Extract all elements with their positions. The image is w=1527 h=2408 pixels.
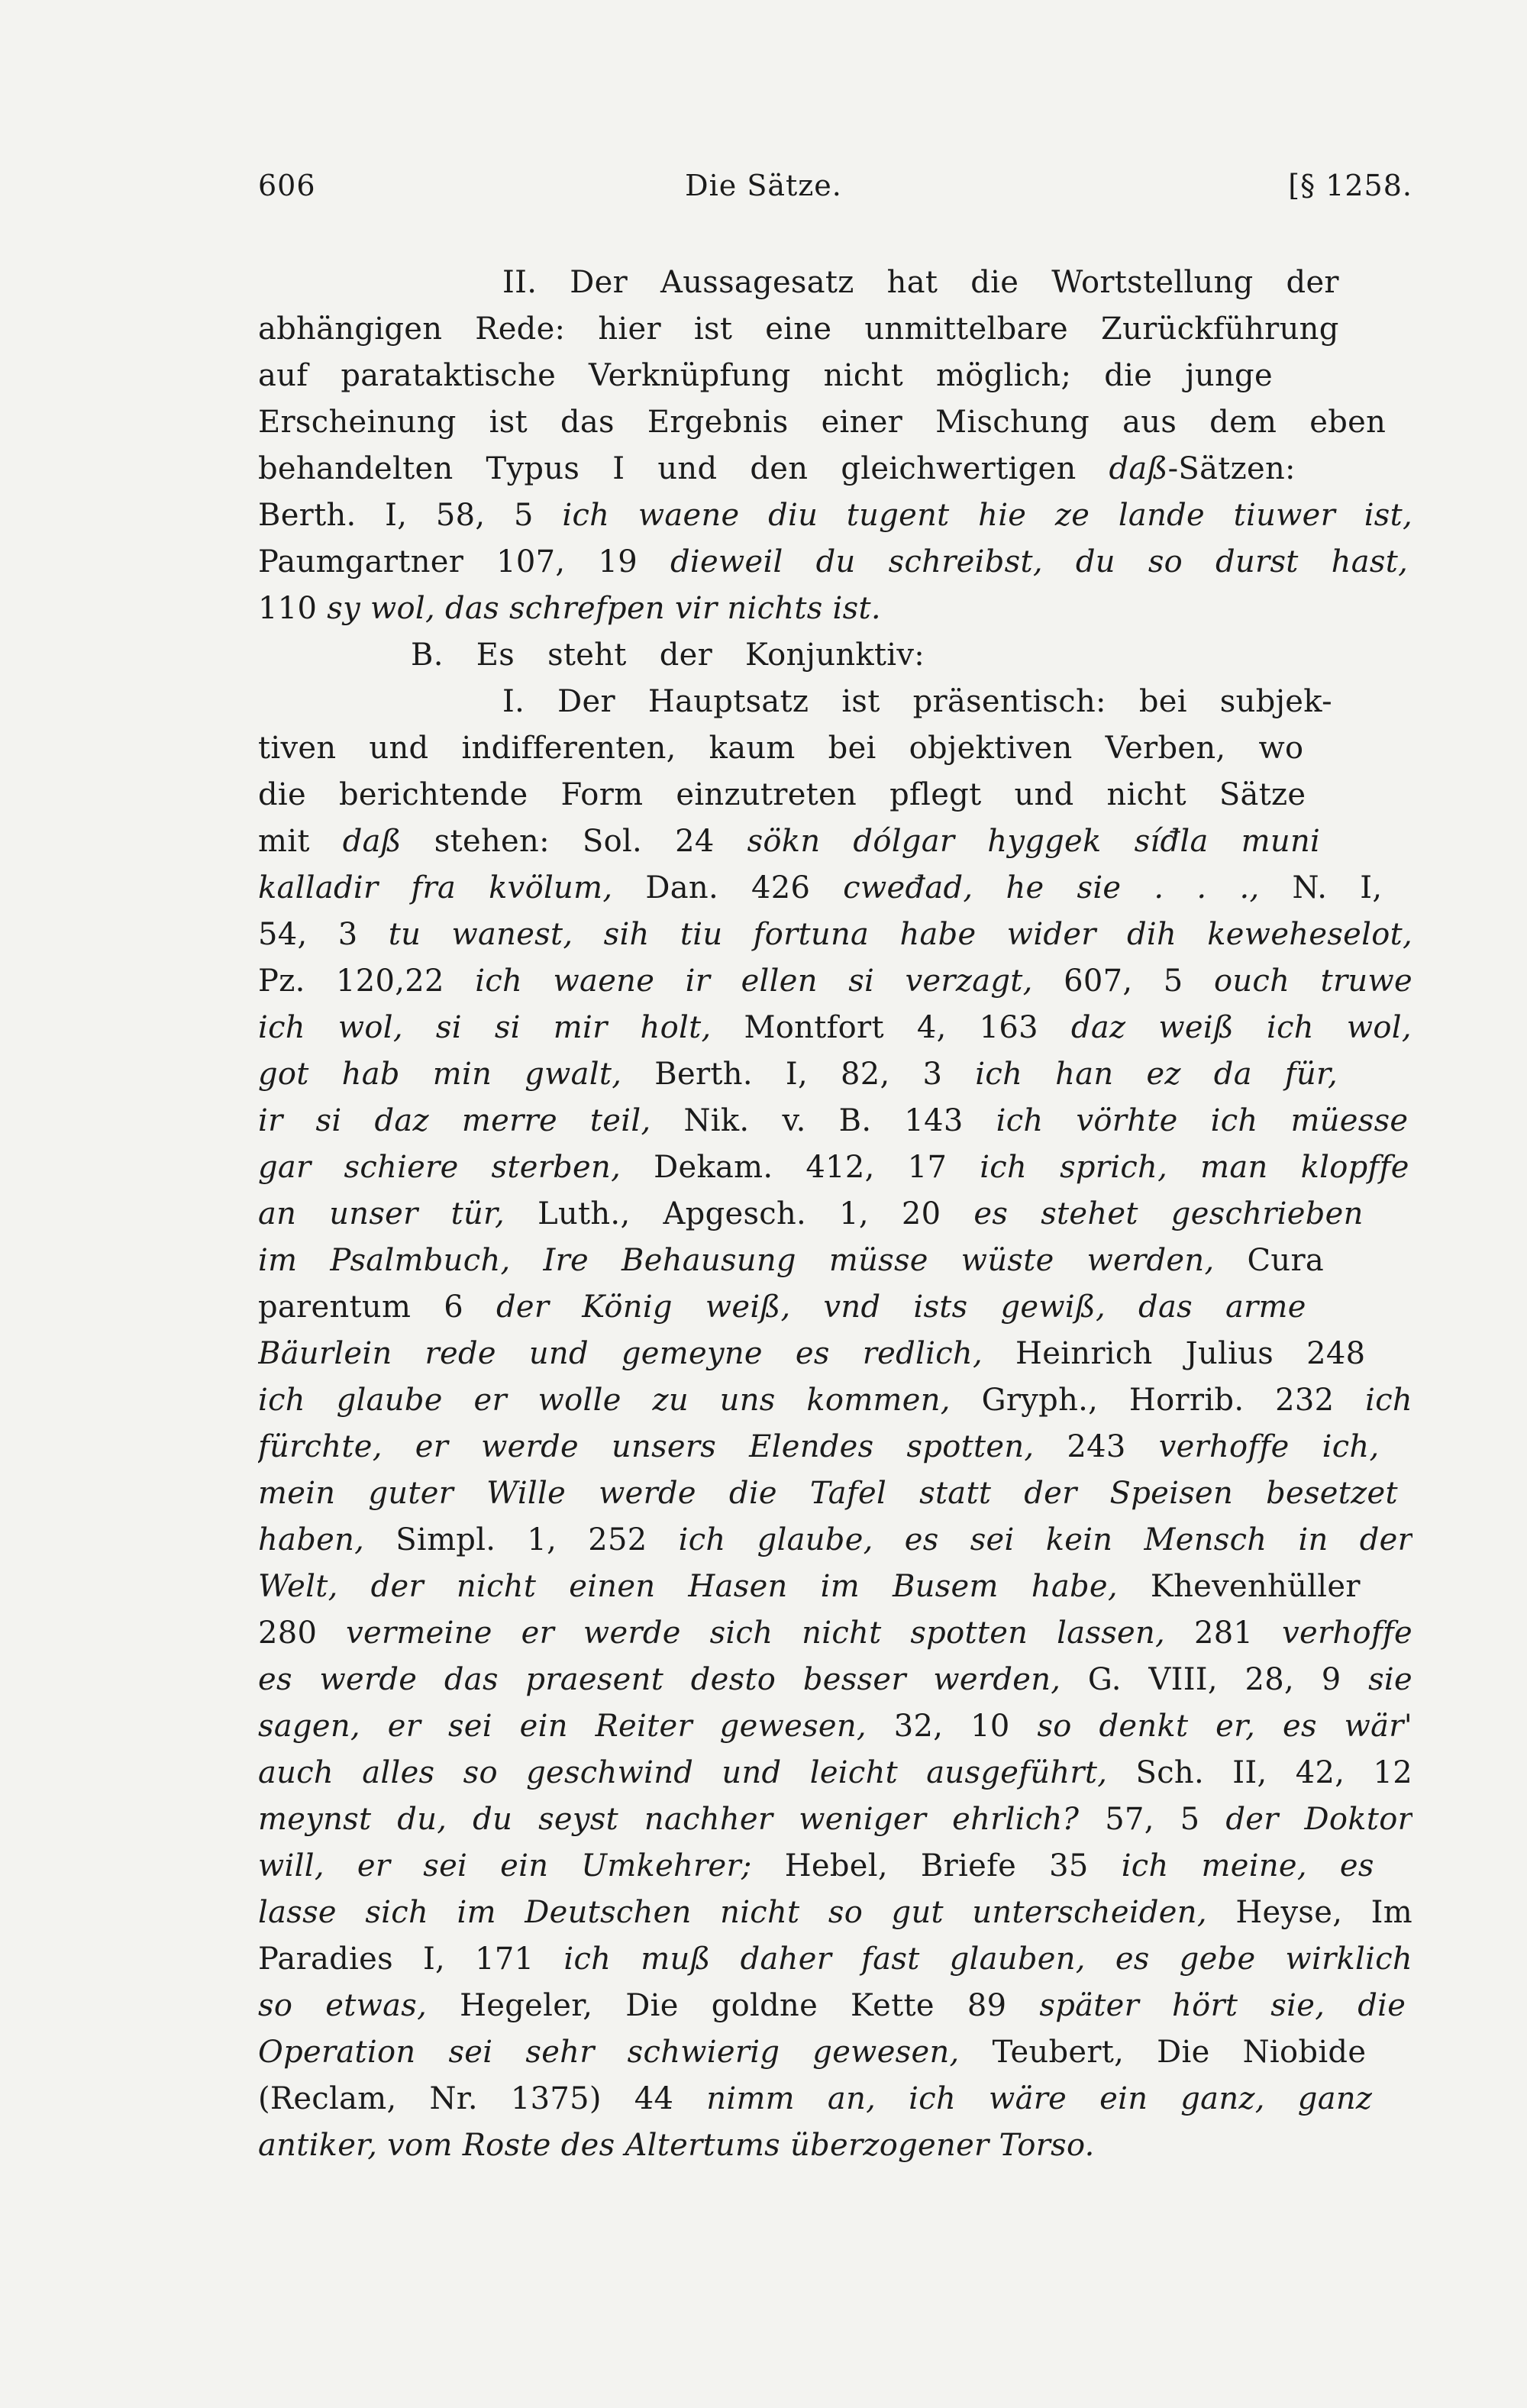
text-line (258, 725, 1412, 772)
line-content (258, 1243, 1324, 1278)
italic-citation: sie (1368, 1662, 1412, 1697)
text-line (258, 1796, 1412, 1843)
line-content (258, 1662, 1412, 1697)
line-segment: 57, 5 (1079, 1802, 1226, 1837)
line-content (258, 1522, 1412, 1557)
line-segment: Berth. I, 82, 3 (621, 1057, 976, 1092)
text-line (258, 1843, 1412, 1890)
line-content (258, 1476, 1398, 1511)
italic-citation: auch alles so geschwind und leicht ausgeführt, (258, 1755, 1108, 1790)
text-line (258, 772, 1412, 818)
italic-citation: ich wol, si si mir holt, (258, 1010, 712, 1045)
italic-citation: gar schiere sterben, (258, 1150, 621, 1185)
italic-citation: will, er sei ein Umkehrer; (258, 1848, 752, 1883)
italic-citation: ich vörhte ich müesse (996, 1103, 1409, 1138)
line-segment: stehen: Sol. 24 (401, 824, 747, 859)
line-content (258, 358, 1273, 393)
text-line (258, 1517, 1412, 1564)
line-segment: 607, 5 (1032, 964, 1214, 999)
text-line (258, 306, 1412, 353)
line-segment: parentum 6 (258, 1290, 496, 1325)
italic-citation: got hab min gwalt, (258, 1057, 622, 1092)
line-content (258, 1942, 1412, 1977)
text-line (258, 865, 1412, 912)
text-line (258, 586, 1412, 632)
line-content (258, 824, 1320, 859)
line-content (258, 1895, 1412, 1930)
italic-citation: vermeine er werde sich nicht spotten lassen, (346, 1616, 1166, 1651)
text-line (258, 1144, 1412, 1191)
italic-citation: daß (342, 824, 402, 859)
line-content (411, 638, 925, 673)
line-segment: Paumgartner 107, 19 (258, 544, 670, 579)
italic-citation: an unser tür, (258, 1196, 505, 1231)
line-segment: Gryph., Horrib. 232 (950, 1383, 1366, 1418)
italic-citation: so etwas, (258, 1988, 428, 2023)
line-segment: Hegeler, Die goldne Kette 89 (427, 1988, 1040, 2023)
line-segment: Paradies I, 171 (258, 1942, 564, 1977)
line-segment: 32, 10 (866, 1709, 1038, 1744)
italic-citation: der Doktor (1225, 1802, 1412, 1837)
line-segment: Pz. 120,22 (258, 964, 476, 999)
italic-citation: verhoffe (1282, 1616, 1412, 1651)
line-segment: Sch. II, 42, 12 (1107, 1755, 1412, 1790)
line-segment: Hebel, Briefe 35 (751, 1848, 1122, 1883)
italic-citation: ich muß daher fast glauben, es gebe wirklich (563, 1942, 1412, 1977)
line-segment: I. Der Hauptsatz ist präsentisch: bei subjek- (502, 684, 1332, 719)
body-text (258, 260, 1412, 2169)
line-segment: -Sätzen: (1167, 451, 1296, 486)
italic-citation: sy wol, das schrefpen vir nichts ist. (327, 591, 881, 626)
line-content (258, 1709, 1412, 1744)
line-content (258, 1988, 1406, 2023)
line-segment: Khevenhüller (1117, 1569, 1361, 1604)
line-content (258, 2081, 1372, 2116)
line-segment: Erscheinung ist das Ergebnis einer Mischung aus dem eben (258, 405, 1387, 440)
line-content (258, 544, 1408, 579)
line-content (258, 1150, 1409, 1185)
line-segment: auf parataktische Verknüpfung nicht möglich; die junge (258, 358, 1273, 393)
line-segment: Nik. v. B. 143 (651, 1103, 996, 1138)
line-segment: die berichtende Form einzutreten pflegt und nicht Sätze (258, 777, 1306, 812)
line-segment: Luth., Apgesch. 1, 20 (505, 1196, 974, 1231)
line-content (258, 1057, 1338, 1092)
text-line (258, 260, 1412, 306)
line-segment: 243 (1034, 1429, 1159, 1464)
text-line (258, 1703, 1412, 1750)
italic-citation: ich waene diu tugent hie ze lande tiuwer ist, (562, 498, 1412, 533)
line-content (258, 1848, 1374, 1883)
line-segment: Simpl. 1, 252 (364, 1522, 679, 1557)
text-line (258, 2029, 1412, 2076)
text-line (258, 818, 1412, 865)
italic-citation: ich (1365, 1383, 1412, 1418)
italic-citation: ir si daz merre teil, (258, 1103, 651, 1138)
italic-citation: ich waene ir ellen si verzagt, (475, 964, 1033, 999)
line-content (258, 1383, 1412, 1418)
line-content (502, 265, 1339, 300)
line-content (258, 1429, 1380, 1464)
line-segment: mit (258, 824, 343, 859)
line-content (258, 591, 881, 626)
text-line (258, 399, 1412, 446)
text-line (258, 1424, 1412, 1470)
text-line (258, 1470, 1412, 1517)
line-content (258, 870, 1382, 905)
text-line (258, 1284, 1412, 1331)
italic-citation: cweđad, he sie . . ., (843, 870, 1260, 905)
italic-citation: dieweil du schreibst, du so durst hast, (670, 544, 1409, 579)
line-content (502, 684, 1332, 719)
line-content (258, 1196, 1364, 1231)
italic-citation: antiker, vom Roste des Altertums überzogener Torso. (258, 2128, 1095, 2163)
text-line (258, 2076, 1412, 2122)
line-content (258, 2128, 1095, 2163)
line-segment: abhängigen Rede: hier ist eine unmittelbare Zurückführung (258, 311, 1339, 347)
text-line (258, 1936, 1412, 1983)
italic-citation: es stehet geschrieben (973, 1196, 1364, 1231)
line-segment: Teubert, Die Niobide (959, 2035, 1367, 2070)
line-content (258, 1802, 1412, 1837)
line-segment: Cura (1214, 1243, 1325, 1278)
line-content (258, 917, 1412, 952)
italic-citation: sagen, er sei ein Reiter gewesen, (258, 1709, 867, 1744)
italic-citation: mein guter Wille werde die Tafel statt der Speisen besetzet (258, 1476, 1398, 1511)
running-title: Die Sätze. (685, 169, 842, 202)
text-line (258, 1051, 1412, 1098)
line-segment: 281 (1165, 1616, 1283, 1651)
line-content (258, 498, 1412, 533)
line-content (258, 405, 1386, 440)
text-line (258, 539, 1412, 586)
line-content (258, 311, 1339, 347)
italic-citation: es werde das praesent desto besser werden, (258, 1662, 1061, 1697)
italic-citation: so denkt er, es wär' (1037, 1709, 1412, 1744)
text-line (258, 1191, 1412, 1238)
line-segment: 54, 3 (258, 917, 389, 952)
line-content (258, 1290, 1306, 1325)
text-line (258, 1098, 1412, 1144)
line-content (258, 1616, 1412, 1651)
line-segment: G. VIII, 28, 9 (1061, 1662, 1369, 1697)
line-content (258, 731, 1303, 766)
line-content (258, 964, 1412, 999)
text-line (258, 1890, 1412, 1936)
line-content (258, 451, 1296, 486)
italic-citation: Bäurlein rede und gemeyne es redlich, (258, 1336, 983, 1371)
italic-citation: ich han ez da für, (975, 1057, 1338, 1092)
text-line (258, 1564, 1412, 1610)
line-segment: behandelten Typus I und den gleichwertigen (258, 451, 1109, 486)
italic-citation: haben, (258, 1522, 365, 1557)
italic-citation: der König weiß, vnd ists gewiß, das arme (496, 1290, 1306, 1325)
line-segment: Heyse, Im (1206, 1895, 1412, 1930)
text-line (258, 958, 1412, 1005)
italic-citation: fürchte, er werde unsers Elendes spotten, (258, 1429, 1035, 1464)
text-line (258, 1331, 1412, 1377)
italic-citation: lasse sich im Deutschen nicht so gut unterscheiden, (258, 1895, 1207, 1930)
line-segment: N. I, (1259, 870, 1383, 905)
page-number: 606 (258, 169, 316, 202)
line-content (258, 777, 1306, 812)
line-segment: Berth. I, 58, 5 (258, 498, 563, 533)
text-line (258, 1377, 1412, 1424)
italic-citation: Welt, der nicht einen Hasen im Busem habe, (258, 1569, 1118, 1604)
text-line (258, 353, 1412, 399)
line-segment: Dan. 426 (612, 870, 844, 905)
italic-citation: daz weiß ich wol, (1070, 1010, 1412, 1045)
italic-citation: ich sprich, man klopffe (980, 1150, 1409, 1185)
text-line (258, 1610, 1412, 1657)
section-reference: [§ 1258. (1288, 169, 1412, 202)
text-line (258, 1983, 1412, 2029)
italic-citation: verhoffe ich, (1158, 1429, 1380, 1464)
text-line (258, 446, 1412, 492)
italic-citation: meynst du, du seyst nachher weniger ehrlich? (258, 1802, 1080, 1837)
text-line (258, 1005, 1412, 1051)
italic-citation: sökn dólgar hyggek síđla muni (747, 824, 1321, 859)
line-segment: 110 (258, 591, 328, 626)
italic-citation: Operation sei sehr schwierig gewesen, (258, 2035, 960, 2070)
line-segment: (Reclam, Nr. 1375) 44 (258, 2081, 707, 2116)
italic-citation: kalladir fra kvölum, (258, 870, 613, 905)
line-content (258, 1336, 1365, 1371)
text-line (258, 1657, 1412, 1703)
line-segment: Heinrich Julius 248 (983, 1336, 1366, 1371)
line-segment: tiven und indifferenten, kaum bei objektiven Verben, wo (258, 731, 1304, 766)
italic-citation: ich meine, es (1121, 1848, 1374, 1883)
text-line (258, 492, 1412, 539)
italic-citation: im Psalmbuch, Ire Behausung müsse wüste werden, (258, 1243, 1215, 1278)
line-content (258, 1103, 1408, 1138)
text-line (258, 632, 1412, 679)
line-content (258, 1569, 1361, 1604)
italic-citation: tu wanest, sih tiu fortuna habe wider dih keweheselot, (388, 917, 1412, 952)
italic-citation: ich glaube er wolle zu uns kommen, (258, 1383, 951, 1418)
text-line (258, 912, 1412, 958)
line-segment: II. Der Aussagesatz hat die Wortstellung der (502, 265, 1339, 300)
line-content (258, 2035, 1366, 2070)
italic-citation: später hört sie, die (1039, 1988, 1406, 2023)
italic-citation: ouch truwe (1213, 964, 1412, 999)
line-segment: B. Es steht der Konjunktiv: (411, 638, 925, 673)
text-line (258, 679, 1412, 725)
line-content (258, 1755, 1412, 1790)
line-segment: Montfort 4, 163 (711, 1010, 1071, 1045)
text-line (258, 1238, 1412, 1284)
text-line (258, 1750, 1412, 1796)
line-segment: Dekam. 412, 17 (621, 1150, 980, 1185)
italic-citation: ich glaube, es sei kein Mensch in der (678, 1522, 1412, 1557)
line-segment: 280 (258, 1616, 347, 1651)
text-line (258, 2122, 1412, 2169)
italic-citation: nimm an, ich wäre ein ganz, ganz (706, 2081, 1373, 2116)
italic-citation: daß (1109, 451, 1168, 486)
line-content (258, 1010, 1412, 1045)
